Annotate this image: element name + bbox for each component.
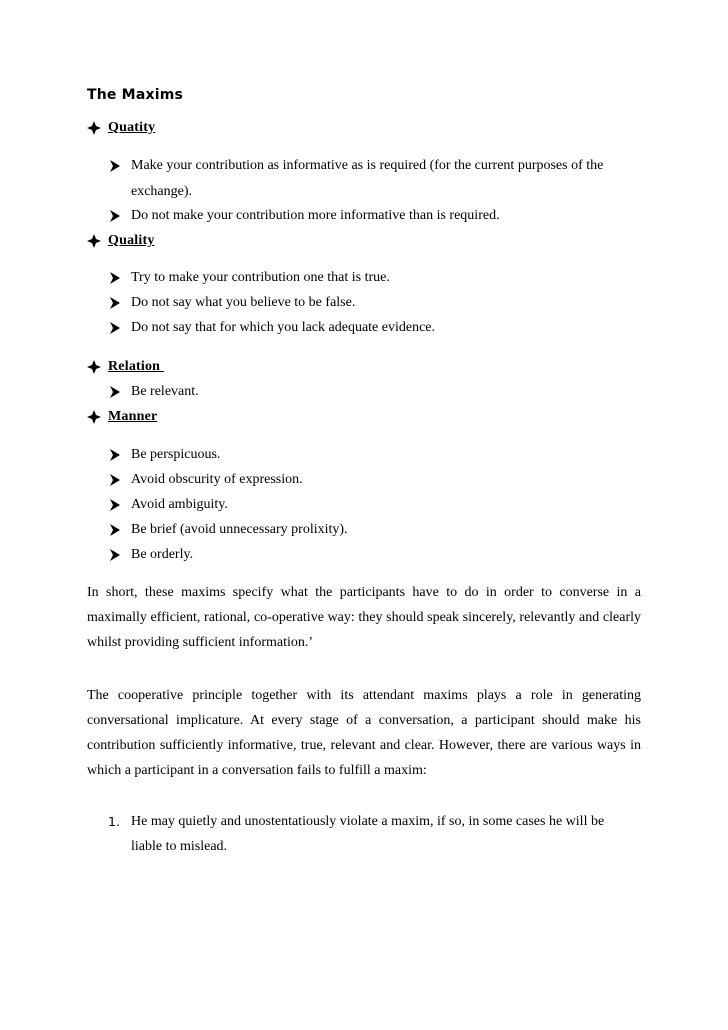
numbered-item	[108, 813, 604, 831]
arrow-bullet-icon	[109, 319, 131, 334]
arrow-bullet-icon	[109, 207, 131, 222]
arrow-bullet-icon	[109, 546, 131, 561]
arrow-bullet-icon	[109, 383, 131, 398]
list-item-text: Be brief (avoid unnecessary prolixity).	[131, 522, 348, 537]
list-item	[109, 157, 603, 175]
section-manner	[87, 408, 157, 426]
list-item-continuation: exchange).	[131, 184, 193, 199]
arrow-bullet-icon	[109, 269, 131, 284]
list-number: 1.	[108, 814, 120, 829]
paragraph-cooperative-principle: The cooperative principle together with its attendant maxims plays a role in generating conversational implicature. At every stage of a conversation, a participant should make his contribution sufficiently informative, true, relevant and clear. However, there are various ways in which a participant in a conversation fails to fulfill a maxim:	[87, 688, 641, 778]
list-item-text: Be orderly.	[131, 547, 194, 562]
arrow-bullet-icon	[109, 496, 131, 511]
list-item-text: Do not say that for which you lack adequate evidence.	[131, 320, 436, 335]
section-relation	[87, 358, 164, 376]
list-item-text: Do not make your contribution more informative than is required.	[131, 208, 500, 223]
numbered-item-text: He may quietly and unostentatiously violate a maxim, if so, in some cases he will be	[131, 814, 605, 829]
section-title: Quality	[108, 233, 155, 248]
diamond-bullet-icon	[87, 410, 101, 424]
list-item	[109, 294, 355, 312]
section-title: Manner	[108, 409, 158, 424]
list-item-text: Be perspicuous.	[131, 447, 221, 462]
arrow-bullet-icon	[109, 294, 131, 309]
list-item-text: Avoid obscurity of expression.	[131, 472, 303, 487]
numbered-item-continuation: liable to mislead.	[131, 839, 228, 854]
list-item-text: Avoid ambiguity.	[131, 497, 228, 512]
arrow-bullet-icon	[109, 446, 131, 461]
diamond-bullet-icon	[87, 360, 101, 374]
arrow-bullet-icon	[109, 471, 131, 486]
list-item-text: Do not say what you believe to be false.	[131, 295, 356, 310]
list-item	[109, 546, 193, 564]
diamond-bullet-icon	[87, 234, 101, 248]
paragraph-summary: In short, these maxims specify what the participants have to do in order to converse in a maximally efficient, rational, co-operative way: they should speak sincerely, relevantly and clearly whilst providing sufficient information.’	[87, 585, 641, 650]
list-item-text: Be relevant.	[131, 384, 199, 399]
diamond-bullet-icon	[87, 121, 101, 135]
section-quantity	[87, 119, 155, 137]
page-title: The Maxims	[87, 87, 184, 103]
list-item	[109, 496, 228, 514]
list-item	[109, 471, 303, 489]
section-title: Quatity	[108, 120, 156, 135]
list-item-text: Make your contribution as informative as is required (for the current purposes of the	[131, 158, 604, 173]
section-title: Relation	[108, 359, 164, 374]
list-item	[109, 446, 220, 464]
arrow-bullet-icon	[109, 521, 131, 536]
section-quality	[87, 232, 155, 250]
list-item-text: Try to make your contribution one that is true.	[131, 270, 390, 285]
list-item	[109, 207, 500, 225]
list-item	[109, 269, 390, 287]
list-item	[109, 319, 435, 337]
list-item	[109, 383, 199, 401]
list-item	[109, 521, 348, 539]
arrow-bullet-icon	[109, 157, 131, 172]
